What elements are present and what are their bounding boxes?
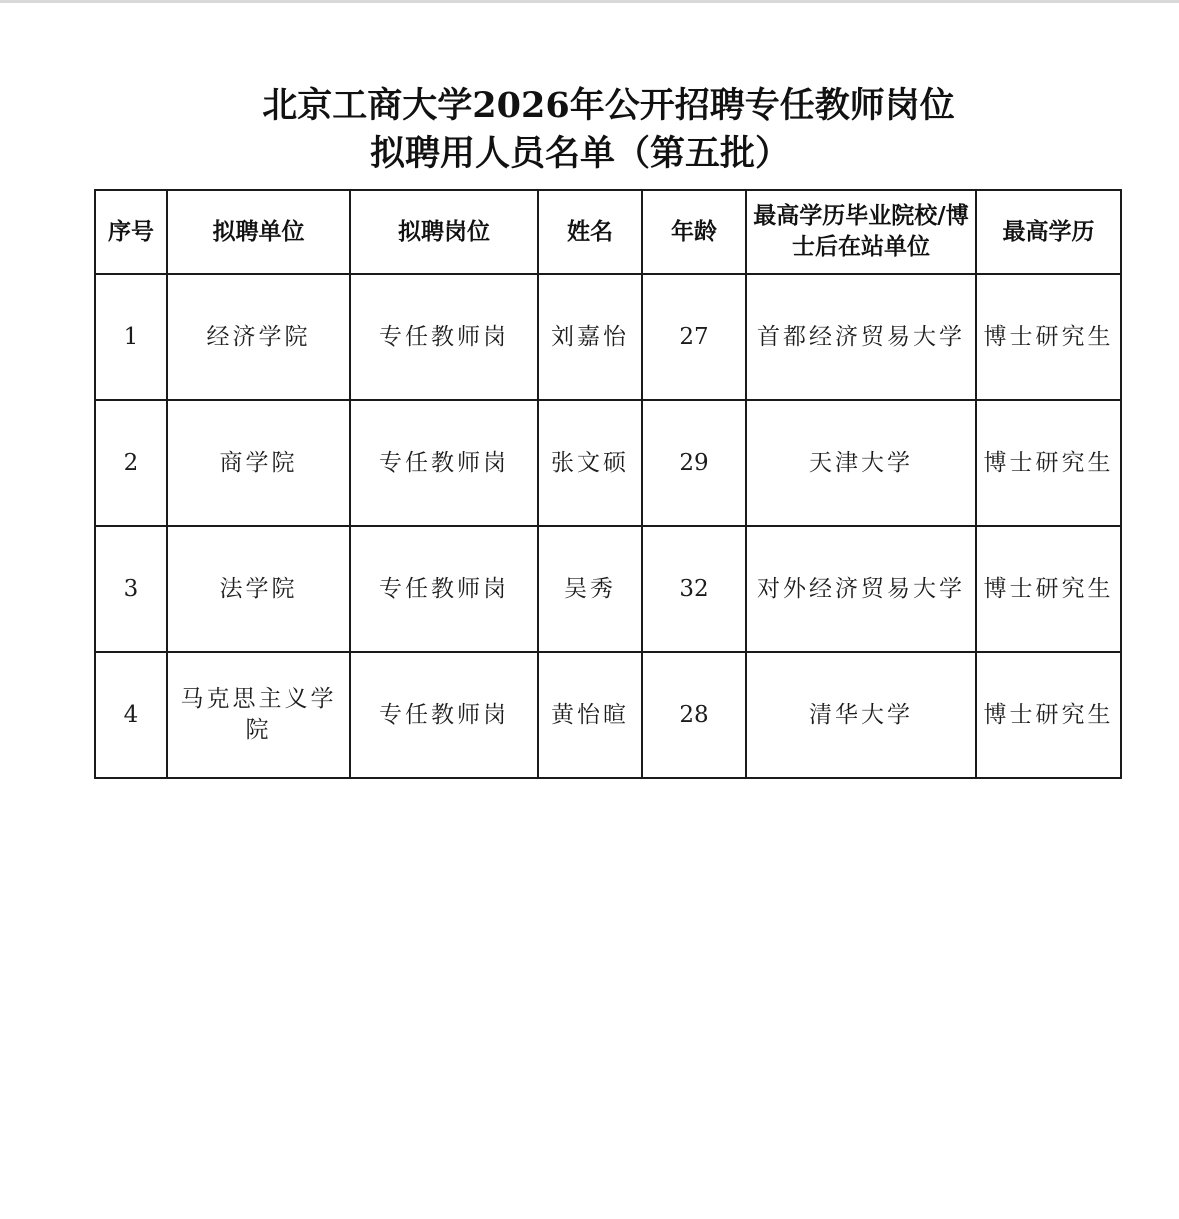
cell-highest-degree: 博士研究生 [976, 526, 1121, 652]
cell-name: 刘嘉怡 [538, 274, 642, 400]
title-line-2: 拟聘用人员名单（第五批） [369, 133, 790, 174]
cell-hiring-unit: 经济学院 [167, 274, 350, 400]
document-title [0, 82, 1179, 178]
table-row [95, 274, 1121, 400]
cell-hiring-unit: 马克思主义学院 [167, 652, 350, 778]
title-line-1: 北京工商大学2026年公开招聘专任教师岗位 [262, 85, 955, 126]
cell-graduate-institution: 清华大学 [746, 652, 976, 778]
cell-serial-number: 2 [95, 400, 167, 526]
candidate-table [94, 189, 1122, 779]
header-hiring-unit: 拟聘单位 [167, 190, 350, 274]
cell-graduate-institution: 首都经济贸易大学 [746, 274, 976, 400]
cell-position: 专任教师岗 [350, 400, 538, 526]
cell-serial-number: 1 [95, 274, 167, 400]
table-row [95, 652, 1121, 778]
cell-highest-degree: 博士研究生 [976, 652, 1121, 778]
cell-age: 29 [642, 400, 746, 526]
cell-name: 吴秀 [538, 526, 642, 652]
page-top-rule [0, 0, 1179, 3]
cell-position: 专任教师岗 [350, 274, 538, 400]
cell-graduate-institution: 天津大学 [746, 400, 976, 526]
cell-hiring-unit: 法学院 [167, 526, 350, 652]
cell-hiring-unit: 商学院 [167, 400, 350, 526]
cell-position: 专任教师岗 [350, 526, 538, 652]
cell-age: 28 [642, 652, 746, 778]
table-row [95, 400, 1121, 526]
header-serial-number: 序号 [95, 190, 167, 274]
cell-name: 张文硕 [538, 400, 642, 526]
cell-serial-number: 4 [95, 652, 167, 778]
header-graduate-institution: 最高学历毕业院校/博士后在站单位 [746, 190, 976, 274]
header-highest-degree: 最高学历 [976, 190, 1121, 274]
cell-graduate-institution: 对外经济贸易大学 [746, 526, 976, 652]
cell-serial-number: 3 [95, 526, 167, 652]
cell-age: 27 [642, 274, 746, 400]
header-name: 姓名 [538, 190, 642, 274]
header-position: 拟聘岗位 [350, 190, 538, 274]
cell-highest-degree: 博士研究生 [976, 400, 1121, 526]
cell-name: 黄怡暄 [538, 652, 642, 778]
cell-position: 专任教师岗 [350, 652, 538, 778]
table-header-row [95, 190, 1121, 274]
table-row [95, 526, 1121, 652]
cell-highest-degree: 博士研究生 [976, 274, 1121, 400]
header-age: 年龄 [642, 190, 746, 274]
cell-age: 32 [642, 526, 746, 652]
